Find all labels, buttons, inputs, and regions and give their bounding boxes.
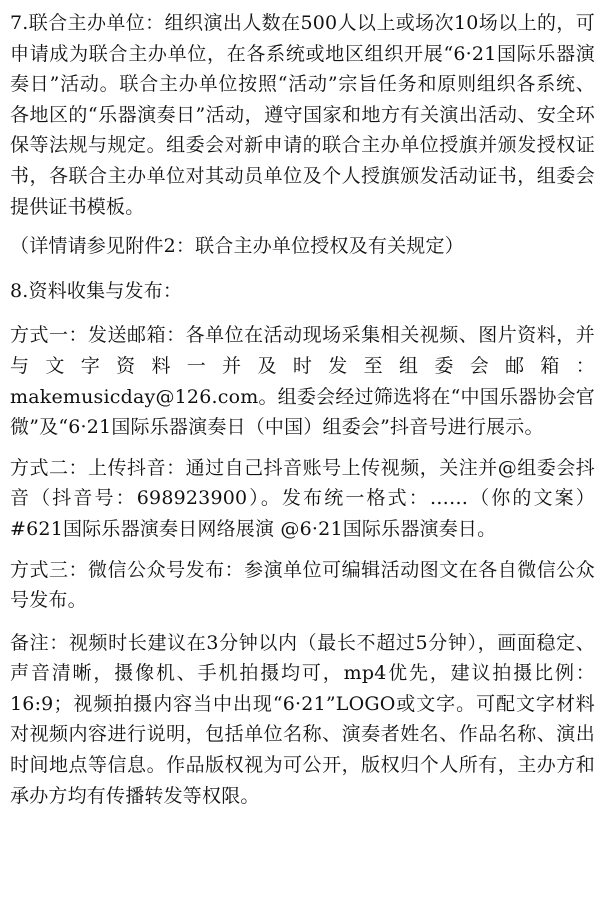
remark-paragraph: 备注：视频时长建议在3分钟以内（最长不超过5分钟），画面稳定、声音清晰，摄像机、手机拍摄均可，mp4优先，建议拍摄比例：16:9；视频拍摄内容当中出现“6·21”LOGO或文字。可配文字材料对视频内容进行说明，包括单位名称、演奏者姓名、作品名称、演出时间地点等信息。作品版权视为可公开，版权归个人所有，主办方和承办方均有传播转发等权限。 xyxy=(10,631,595,807)
method2-paragraph: 方式二：上传抖音：通过自己抖音账号上传视频，关注并@组委会抖音（抖音号：698923900）。发布统一格式：……（你的文案）#621国际乐器演奏日网络展演 @6·21国际乐器演奏日。 xyxy=(10,456,595,540)
method3-paragraph: 方式三：微信公众号发布：参演单位可编辑活动图文在各自微信公众号发布。 xyxy=(10,558,595,612)
item7-note: （详情请参见附件2：联合主办单位授权及有关规定） xyxy=(10,235,464,258)
item8-heading: 8.资料收集与发布： xyxy=(10,279,183,302)
item7-paragraph: 7.联合主办单位：组织演出人数在500人以上或场次10场以上的，可申请成为联合主办单位，在各系统或地区组织开展“6·21国际乐器演奏日”活动。联合主办单位按照“活动”宗旨任务和原则组织各系统、各地区的“乐器演奏日”活动，遵守国家和地方有关演出活动、安全环保等法规与规定。组委会对新申请的联合主办单位授旗并颁发授权证书，各联合主办单位对其动员单位及个人授旗颁发活动证书，组委会提供证书模板。 xyxy=(10,12,595,218)
method1-paragraph: 方式一：发送邮箱：各单位在活动现场采集相关视频、图片资料，并与文字资料一并及时发至组委会邮箱：makemusicday@126.com。组委会经过筛选将在“中国乐器协会官微”及“6·21国际乐器演奏日（中国）组委会”抖音号进行展示。 xyxy=(10,324,595,439)
document-body xyxy=(10,0,595,811)
